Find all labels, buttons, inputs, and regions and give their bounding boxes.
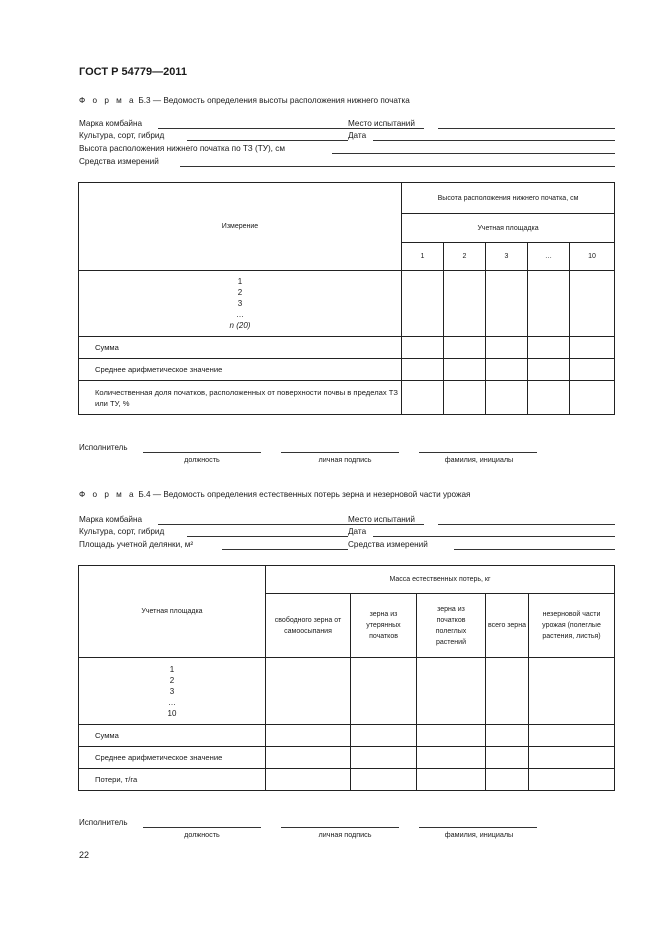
table-cell[interactable] [351,658,417,725]
form3-name-caption: фамилия, инициалы [444,455,514,464]
form3-position-caption: должность [184,455,220,464]
form3-plot-col: 10 [570,243,615,271]
table-cell[interactable] [570,359,615,381]
form3-brand-label: Марка комбайна [79,119,143,128]
form4-date-input[interactable] [373,527,615,537]
table-cell[interactable] [266,658,351,725]
table-cell[interactable] [417,769,486,791]
form3-plot-col: 3 [486,243,528,271]
form4-signature [79,818,549,842]
form4-name-caption: фамилия, инициалы [444,830,514,839]
table-cell[interactable] [486,359,528,381]
form3-signature [79,443,549,467]
form4-row-loss: Потери, т/га [79,769,266,791]
form4-place-label: Место испытаний [348,515,415,524]
table-cell[interactable] [351,747,417,769]
table-cell[interactable] [266,769,351,791]
table-cell[interactable] [570,381,615,415]
table-cell[interactable] [417,725,486,747]
form3-plot-col: 2 [444,243,486,271]
form4-row-sum: Сумма [79,725,266,747]
form3-field-brand-place [79,119,615,131]
form3-culture-input[interactable] [187,131,348,141]
form3-height-label: Высота расположения нижнего початка по ТЗ (ТУ), см [79,144,285,153]
form4-subcol: зерна из початков полеглых растений [417,594,486,658]
table-cell[interactable] [528,337,570,359]
form4-col-plot: Учетная площадка [79,566,266,658]
form4-brand-label: Марка комбайна [79,515,143,524]
table-cell[interactable] [486,658,529,725]
form4-subcol: свободного зерна от самоосыпания [266,594,351,658]
table-cell[interactable] [529,747,615,769]
form4-field-area-instruments [79,540,615,552]
form3-date-input[interactable] [373,131,615,141]
form4-instruments-input[interactable] [454,540,615,550]
form4-title-text: Б.4 — Ведомость определения естественных потерь зерна и незерновой части урожая [138,490,471,499]
table-cell[interactable] [528,271,570,337]
table-cell[interactable] [266,747,351,769]
form3-name-input[interactable] [419,443,537,453]
form3-culture-label: Культура, сорт, гибрид [79,131,165,140]
form4-culture-label: Культура, сорт, гибрид [79,527,165,536]
table-cell[interactable] [486,337,528,359]
row-number: … [236,310,244,319]
table-cell[interactable] [351,725,417,747]
form4-place-input[interactable] [438,515,615,525]
form3-place-input[interactable] [438,119,615,129]
form3-place-label: Место испытаний [348,119,415,128]
form4-instruments-label: Средства измерений [348,540,428,549]
form4-field-culture-date [79,527,615,539]
table-cell[interactable] [402,271,444,337]
row-number: 3 [237,299,243,308]
form4-table [78,565,615,791]
table-cell[interactable] [570,271,615,337]
table-cell[interactable] [444,337,486,359]
table-cell[interactable] [351,769,417,791]
row-number: 2 [237,288,243,297]
form3-height-input[interactable] [332,144,615,154]
table-cell[interactable] [444,271,486,337]
table-cell[interactable] [529,658,615,725]
form3-position-input[interactable] [143,443,261,453]
form3-row-sum: Сумма [79,337,402,359]
form4-area-input[interactable] [222,540,348,550]
page-number: 22 [79,850,90,860]
table-cell[interactable] [528,381,570,415]
form4-title [79,490,470,499]
form4-sign-input[interactable] [281,818,399,828]
form4-signature-label: Исполнитель [79,818,128,827]
form3-col-measure: Измерение [79,183,402,271]
form4-date-label: Дата [348,527,367,536]
row-number: 3 [169,686,175,696]
row-number: n (20) [229,321,251,330]
form4-col-mass: Масса естественных потерь, кг [266,566,615,594]
table-cell[interactable] [486,725,529,747]
table-cell[interactable] [529,725,615,747]
table-cell[interactable] [570,337,615,359]
form3-table [78,182,615,415]
form3-field-instruments [79,157,615,169]
form3-instruments-label: Средства измерений [79,157,159,166]
table-cell[interactable] [528,359,570,381]
table-cell[interactable] [486,747,529,769]
form3-plot-col: 1 [402,243,444,271]
table-cell[interactable] [486,769,529,791]
table-cell[interactable] [417,747,486,769]
form4-subcol: незерновой части урожая (полеглые растения, листья) [529,594,615,658]
form4-culture-input[interactable] [187,527,348,537]
form4-row-numbers [79,658,266,725]
table-cell[interactable] [529,769,615,791]
form4-position-caption: должность [184,830,220,839]
form3-signature-label: Исполнитель [79,443,128,452]
form4-position-input[interactable] [143,818,261,828]
row-number: 1 [237,277,243,286]
table-cell[interactable] [402,337,444,359]
form3-sign-input[interactable] [281,443,399,453]
table-cell[interactable] [402,359,444,381]
form4-row-mean: Среднее арифметическое значение [79,747,266,769]
form4-field-brand-place [79,515,615,527]
table-cell[interactable] [444,359,486,381]
row-number: … [168,697,176,707]
form3-title [79,96,410,105]
form3-sign-caption: личная подпись [318,455,372,464]
table-cell[interactable] [266,725,351,747]
table-cell[interactable] [486,381,528,415]
document-header: ГОСТ Р 54779—2011 [79,66,187,78]
row-number: 1 [169,664,175,674]
table-cell[interactable] [444,381,486,415]
form4-subcol: зерна из утерянных початков [351,594,417,658]
row-number: 10 [167,708,177,718]
form4-form-word: Ф о р м а [79,490,137,499]
form3-row-numbers [79,271,402,337]
table-cell[interactable] [402,381,444,415]
form3-title-text: Б.3 — Ведомость определения высоты расположения нижнего початка [138,96,410,105]
form3-instruments-input[interactable] [180,157,615,167]
form3-row-share: Количественная доля початков, расположенных от поверхности почвы в пределах ТЗ или ТУ, % [79,381,402,415]
form4-sign-caption: личная подпись [318,830,372,839]
form3-date-label: Дата [348,131,367,140]
table-cell[interactable] [417,658,486,725]
form3-form-word: Ф о р м а [79,96,137,105]
table-cell[interactable] [486,271,528,337]
form3-col-height: Высота расположения нижнего початка, см [402,183,615,214]
form4-area-label: Площадь учетной делянки, м² [79,540,194,549]
form3-row-mean: Среднее арифметическое значение [79,359,402,381]
form4-subcol: всего зерна [486,594,529,658]
form3-plot-col: … [528,243,570,271]
form3-col-plot: Учетная площадка [402,214,615,243]
row-number: 2 [169,675,175,685]
form3-field-culture-date [79,131,615,143]
form4-name-input[interactable] [419,818,537,828]
form3-field-height [79,144,615,156]
